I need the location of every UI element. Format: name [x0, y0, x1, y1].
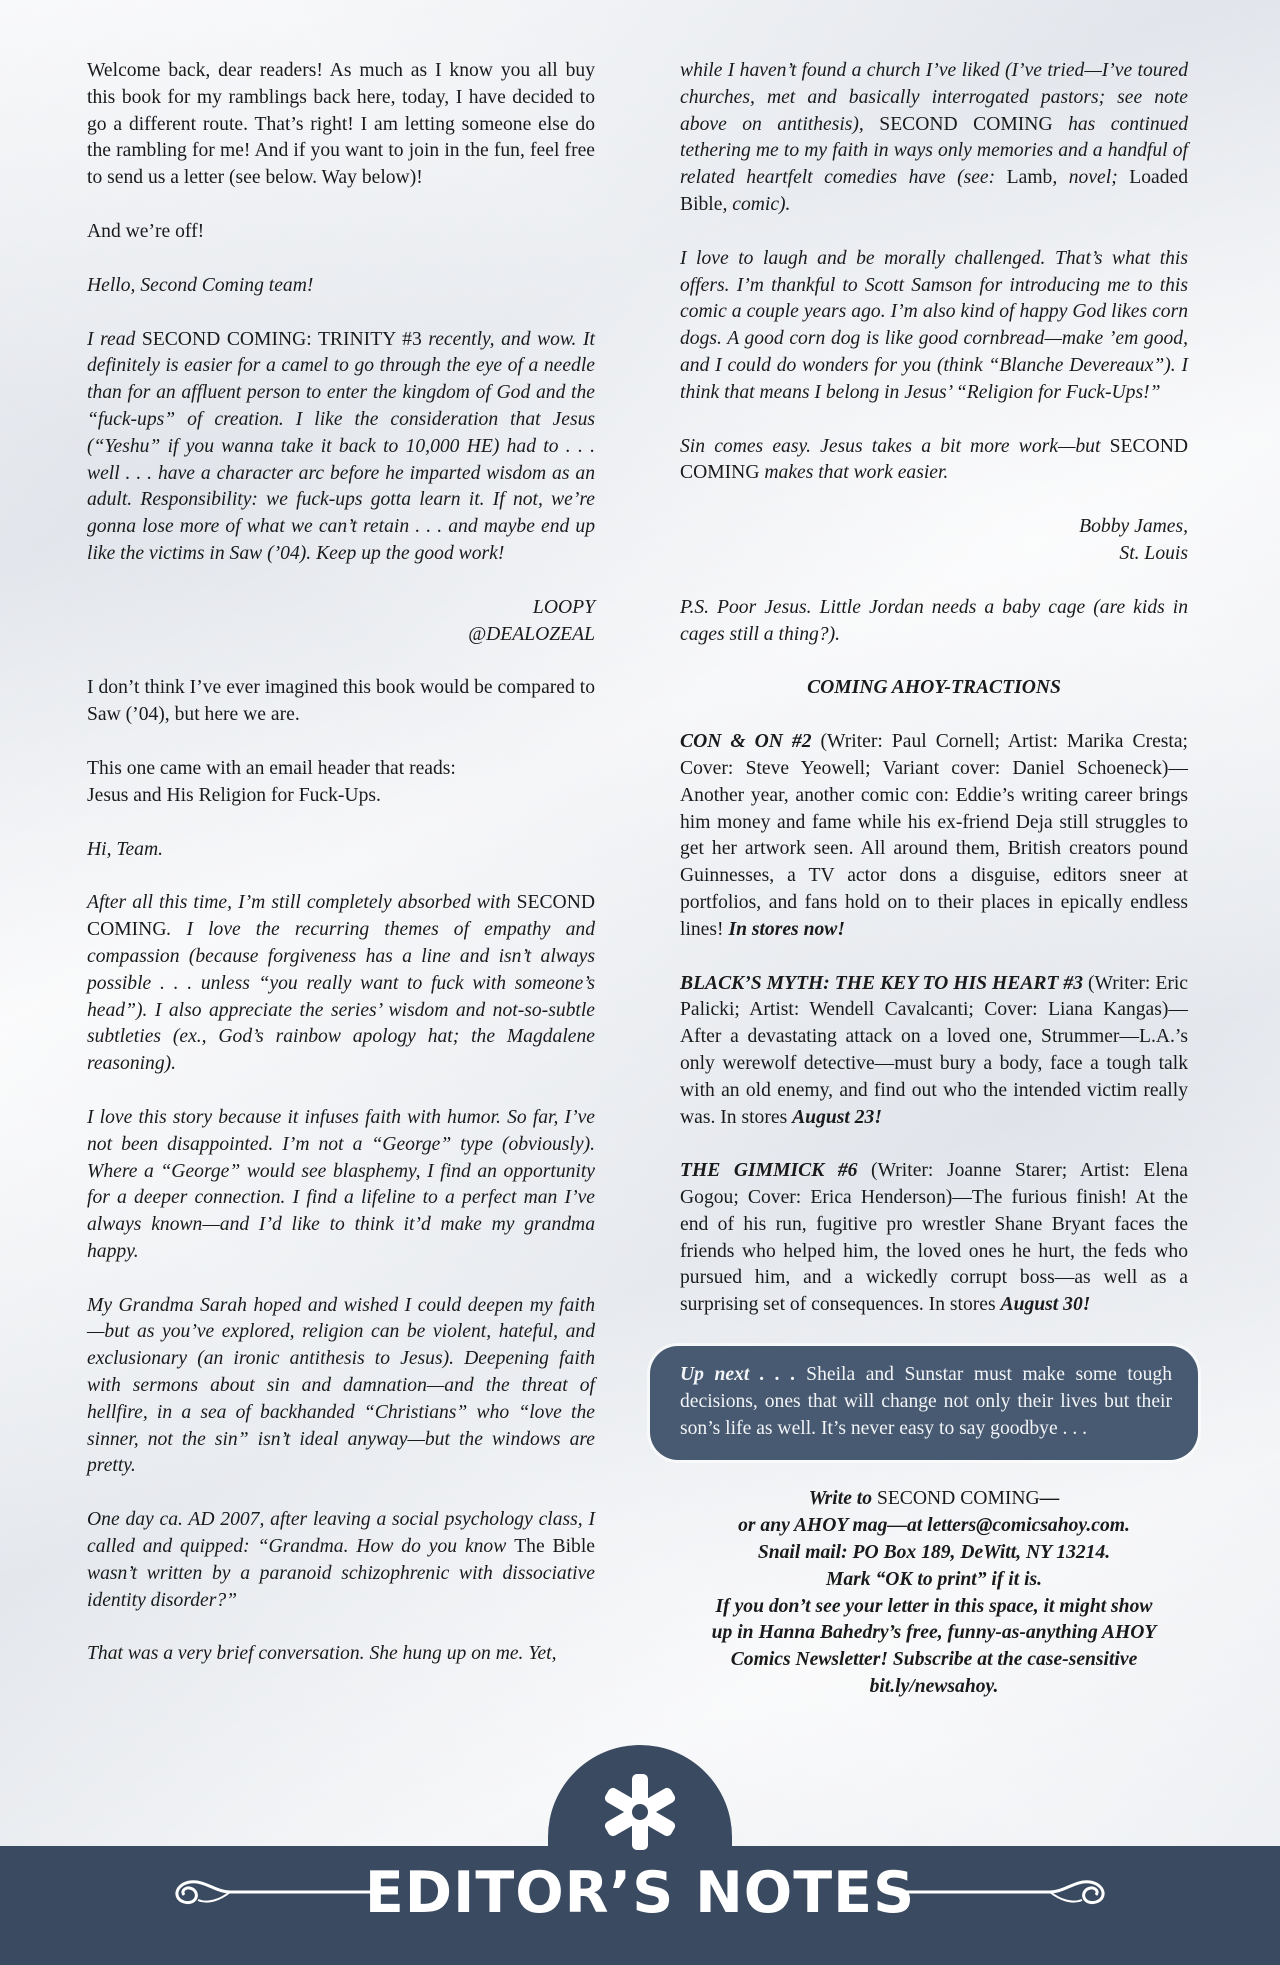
asterisk-icon: [598, 1770, 682, 1854]
banner-title: EDITOR’S NOTES: [364, 1860, 916, 1926]
traction-item-blacks-myth: BLACK’S MYTH: THE KEY TO HIS HEART #3 (Writer: Eric Palicki; Artist: Wendell Cavalcanti; Cover: Liana Kangas)—After a devastating attack on a loved one, Strummer—L.A.’s only werewolf detective—must bury a body, face a tough talk with an old enemy, and find out who the intended victim really was. In stores August 23!: [680, 972, 1188, 1128]
left-column: [87, 58, 595, 1695]
traction-item-con-and-on: CON & ON #2 (Writer: Paul Cornell; Artist: Marika Cresta; Cover: Steve Yeowell; Variant cover: Daniel Schoeneck)—Another year, another comic con: Eddie’s writing career brings him money and fame while his ex-friend Deja still struggles to get her artwork seen. All around them, British creators pound Guinnesses, a TV actor dons a disguise, editors sneer at portfolios, and fans hold on to their places in epically endless lines! In stores now!: [680, 731, 1189, 940]
up-next-callout: Up next . . . Sheila and Sunstar must make some tough decisions, ones that will change not only their lives but their son’s life as well. It’s never easy to say goodbye . . .: [650, 1346, 1198, 1460]
reply1: I don’t think I’ve ever imagined this book would be compared to Saw (’04), but here we are.: [87, 677, 595, 726]
traction-heading: COMING AHOY-TRACTIONS: [807, 677, 1061, 699]
letter2-paragraph-5: That was a very brief conversation. She hung up on me. Yet,: [87, 1643, 557, 1665]
letter1-greeting: Hello, Second Coming team!: [87, 274, 314, 296]
letter1-body: I read SECOND COMING: TRINITY #3 recently, and wow. It definitely is easier for a camel to go through the eye of a needle than for an affluent person to enter the kingdom of God and the “fuck-ups” of creation. I like the consideration that Jesus (“Yeshu” if you wanna take it back to 10,000 HE) had to . . . well . . . have a character arc before he imparted wisdom as an adult. Responsibility: we fuck-ups gotta learn it. If not, we’re gonna lose more of what we can’t retain . . . and maybe end up like the victims in Saw (’04). Keep up the good work!: [87, 328, 595, 564]
traction-item-gimmick: THE GIMMICK #6 (Writer: Joanne Starer; Artist: Elena Gogou; Cover: Erica Henderson)—The furious finish! At the end of his run, fugitive pro wrestler Shane Bryant faces the friends who helped him, the loved ones he hurt, the feds who pursued him, and a wickedly corrupt boss—as well as a surprising set of consequences. In stores August 30!: [680, 1160, 1188, 1316]
intro-paragraph: Welcome back, dear readers! As much as I know you all buy this book for my ramblings back here, today, I have decided to go a different route. That’s right! I am letting someone else do the rambling for me! And if you want to join in the fun, feel free to send us a letter (see below. Way below)!: [87, 60, 595, 189]
letter2-paragraph-4: One day ca. AD 2007, after leaving a social psychology class, I called and quipped: “Grandma. How do you know The Bible wasn’t written by a paranoid schizophrenic with dissociative identity disorder?”: [87, 1509, 595, 1611]
letter2-signature: Bobby James, St. Louis: [1079, 516, 1188, 564]
email-header-note: This one came with an email header that reads: Jesus and His Religion for Fuck-Ups.: [87, 757, 456, 806]
letter2-greeting: Hi, Team.: [87, 838, 164, 860]
and-off-line: And we’re off!: [87, 220, 205, 242]
letter2-paragraph-2: I love this story because it infuses faith with humor. So far, I’ve not been disappointed. I’m not a “George” type (obviously). Where a “George” would see blasphemy, I find an opportunity for a deeper connection. I find a lifeline to a perfect man I’ve always known—and I’d like to think it’d make my grandma happy.: [87, 1106, 595, 1262]
letter2-paragraph-1: After all this time, I’m still completely absorbed with SECOND COMING. I love the recurring themes of empathy and compassion (because forgiveness has a line and isn’t always possible . . . unless “you really want to fuck with someone’s head”). I also appreciate the series’ wisdom and not-so-subtle subtleties (ex., God’s rainbow apology hat; the Magdalene reasoning).: [87, 892, 595, 1075]
letter2-paragraph-sin: Sin comes easy. Jesus takes a bit more work—but SECOND COMING makes that work easier.: [680, 435, 1188, 484]
letter2-paragraph-laugh: I love to laugh and be morally challenged. That’s what this offers. I’m thankful to Scott Samson for introducing me to this comic a couple years ago. I’m also kind of happy God likes corn dogs. A good corn dog is like good cornbread—make ’em good, and I could do wonders for you (think “Blanche Devereaux”). I think that means I belong in Jesus’ “Religion for Fuck-Ups!”: [680, 247, 1188, 403]
letter2-paragraph-3: My Grandma Sarah hoped and wished I could deepen my faith—but as you’ve explored, religion can be violent, hateful, and exclusionary (an ironic antithesis to Jesus). Deepening faith with sermons about sin and damnation—and the threat of hellfire, in a sea of backhanded “Christians” who “love the sinner, not the sin” isn’t ideal anyway—but the windows are pretty.: [87, 1294, 595, 1477]
letter1-signature: LOOPY @DEALOZEAL: [468, 596, 595, 645]
right-column: [680, 58, 1188, 1701]
letter2-continued: while I haven’t found a church I’ve liked (I’ve tried—I’ve toured churches, met and basically interrogated pastors; see note above on antithesis), SECOND COMING has continued tethering me to my faith in ways only memories and a handful of related heartfelt comedies have (see: Lamb, novel; Loaded Bible, comic).: [680, 60, 1189, 215]
letter2-ps: P.S. Poor Jesus. Little Jordan needs a baby cage (are kids in cages still a thing?).: [680, 596, 1188, 645]
contact-info: Write to SECOND COMING— or any AHOY mag—at letters@comicsahoy.com. Snail mail: PO Box 189, DeWitt, NY 13214. Mark “OK to print” if it is. If you don’t see your letter in this space, it might show up in Hanna Bahedry’s free, funny-as-anything AHOY Comics Newsletter! Subscribe at the case-sensitive bit.ly/newsahoy.: [711, 1488, 1157, 1698]
